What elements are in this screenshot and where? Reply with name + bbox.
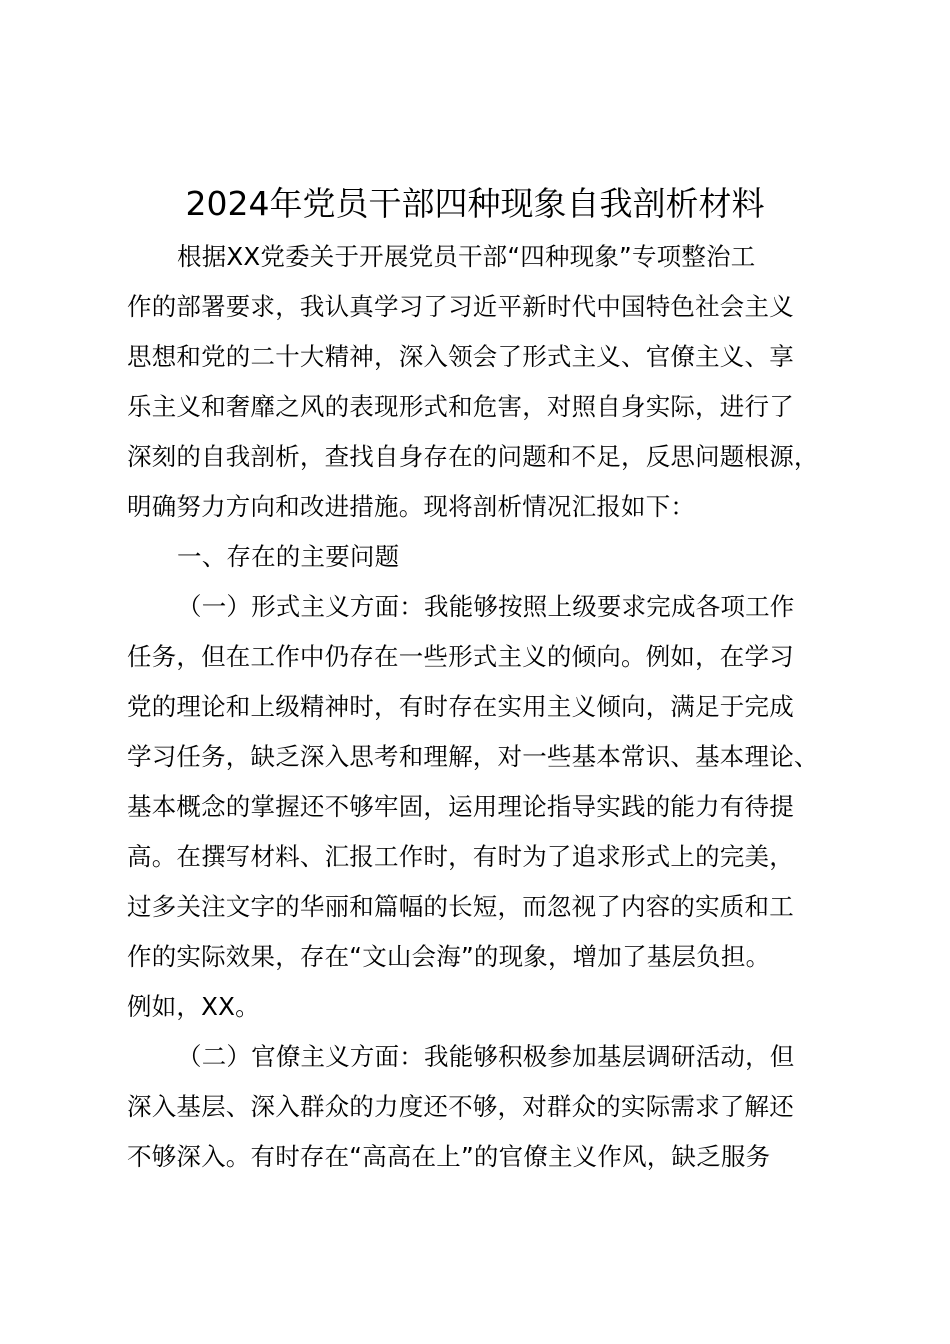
paragraph-line: 任务，但在工作中仍存在一些形式主义的倾向。例如，在学习 — [127, 642, 794, 671]
paragraph-line: 深刻的自我剖析，查找自身存在的问题和不足，反思问题根源， — [127, 442, 819, 471]
paragraph-line: 作的实际效果，存在“文山会海”的现象，增加了基层负担。 — [127, 942, 771, 971]
paragraph-line: （一）形式主义方面：我能够按照上级要求完成各项工作 — [177, 592, 795, 621]
paragraph-line: 党的理论和上级精神时，有时存在实用主义倾向，满足于完成 — [127, 692, 794, 721]
paragraph-line: （二）官僚主义方面：我能够积极参加基层调研活动，但 — [177, 1042, 795, 1071]
paragraph-line: 高。在撰写材料、汇报工作时，有时为了追求形式上的完美， — [127, 842, 794, 871]
paragraph-line: 基本概念的掌握还不够牢固，运用理论指导实践的能力有待提 — [127, 792, 794, 821]
paragraph-line: 根据XX党委关于开展党员干部“四种现象”专项整治工 — [177, 242, 756, 271]
document-body — [127, 232, 857, 1182]
paragraph-line: 乐主义和奢靡之风的表现形式和危害，对照自身实际，进行了 — [127, 392, 794, 421]
paragraph-line: 过多关注文字的华丽和篇幅的长短，而忽视了内容的实质和工 — [127, 892, 794, 921]
paragraph-line: 深入基层、深入群众的力度还不够，对群众的实际需求了解还 — [127, 1092, 794, 1121]
paragraph-line: 明确努力方向和改进措施。现将剖析情况汇报如下： — [127, 492, 696, 521]
paragraph-line: 学习任务，缺乏深入思考和理解，对一些基本常识、基本理论、 — [127, 742, 819, 771]
paragraph-line: 不够深入。有时存在“高高在上”的官僚主义作风，缺乏服务 — [127, 1142, 771, 1171]
paragraph-line: 例如，XX。 — [127, 992, 260, 1021]
paragraph-line: 思想和党的二十大精神，深入领会了形式主义、官僚主义、享 — [127, 342, 794, 371]
paragraph-line: 作的部署要求，我认真学习了习近平新时代中国特色社会主义 — [127, 292, 794, 321]
document-title: 2024年党员干部四种现象自我剖析材料 — [185, 184, 765, 223]
section-heading: 一、存在的主要问题 — [177, 542, 400, 571]
